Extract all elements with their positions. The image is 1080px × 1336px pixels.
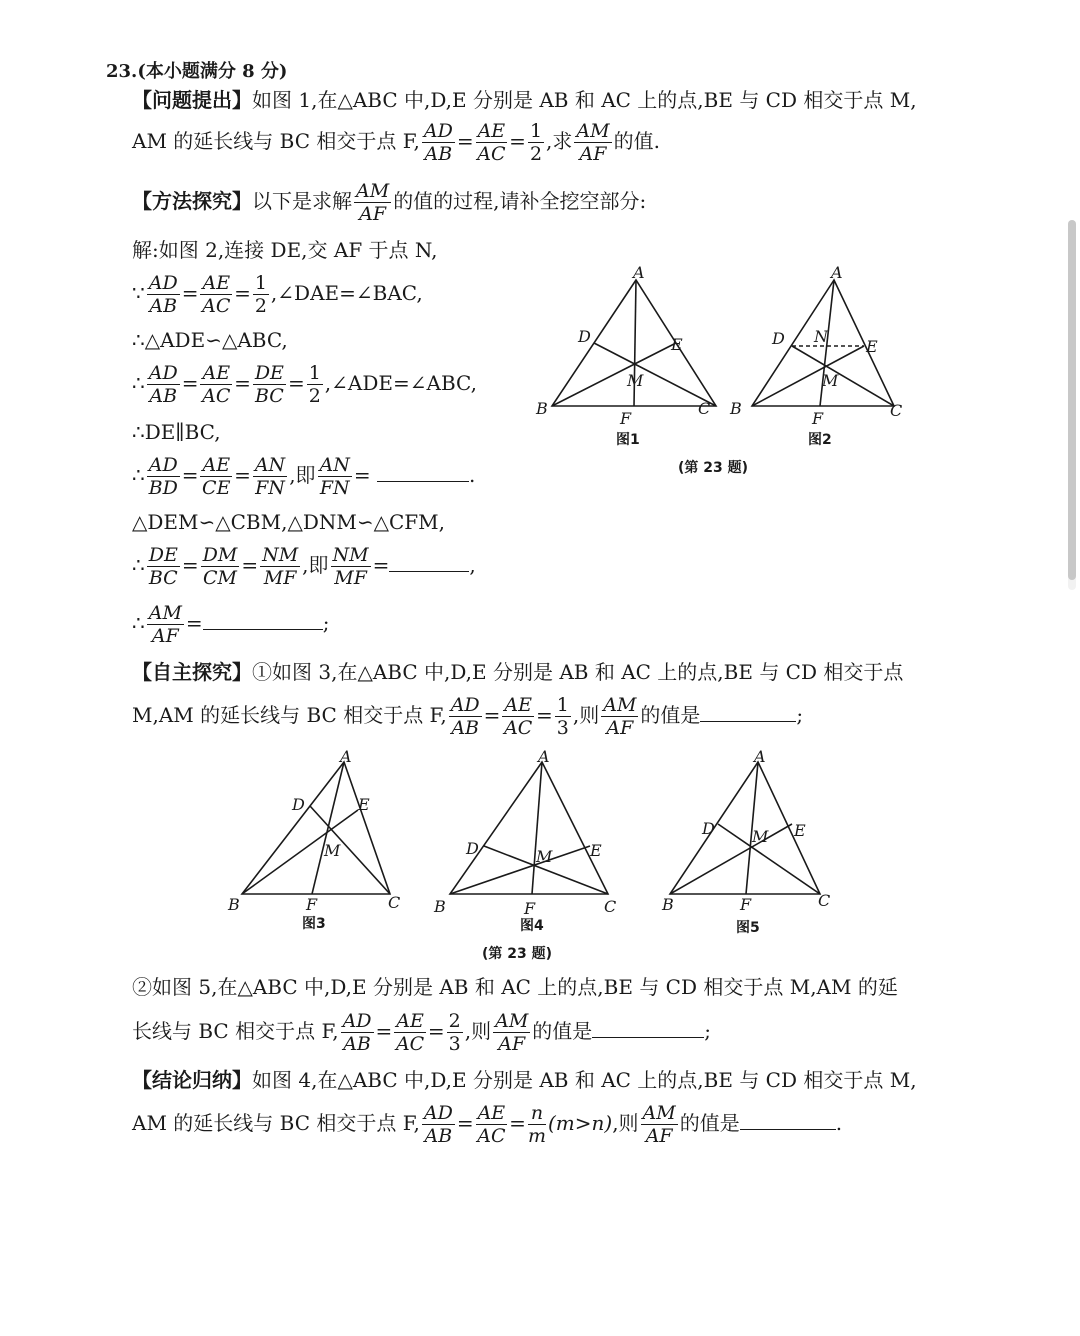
self-explore-line-1: 【自主探究】①如图 3,在△ABC 中,D,E 分别是 AB 和 AC 上的点,BE 与 CD 相交于点	[132, 660, 904, 684]
solution-step-2: ∴△ADE∽△ABC,	[132, 328, 288, 352]
segment-be-fig5	[670, 824, 792, 894]
svg-text:图5: 图5	[736, 920, 760, 936]
svg-text:A: A	[754, 750, 766, 766]
svg-text:E: E	[671, 335, 683, 354]
method-intro: 【方法探究】以下是求解 $\frac{AM}{AF}$ 的值的过程,请补全挖空部分:	[132, 180, 647, 225]
fraction-half: $\frac{1}{2}$	[529, 120, 543, 165]
svg-text:A: A	[831, 263, 843, 282]
answer-blank-an-fn[interactable]	[377, 463, 469, 482]
fraction-am-af-intro: $\frac{AM}{AF}$	[356, 180, 390, 225]
problem-text-1: 如图 1,在△ABC 中,D,E 分别是 AB 和 AC 上的点,BE 与 CD 相交于点 M,	[252, 88, 917, 112]
svg-text:B: B	[228, 895, 240, 914]
svg-text:E: E	[794, 821, 806, 840]
segment-be-fig3	[242, 810, 358, 894]
svg-text:F: F	[812, 409, 824, 428]
figures-3-4-5	[220, 750, 860, 965]
svg-text:图4: 图4	[520, 918, 544, 934]
svg-text:C: C	[604, 897, 617, 916]
figure-caption-bottom: (第 23 题)	[482, 946, 553, 962]
self-explore-line-2: M,AM 的延长线与 BC 相交于点 F, $\frac{AD}{AB}$ = $\frac{AE}{AC}$ = $\frac{1}{3}$ ,则 $\frac{AM}{AF}$ 的值是 ;	[132, 694, 804, 739]
figure-3	[227, 750, 400, 932]
svg-text:B: B	[536, 399, 548, 418]
figure-5	[661, 750, 830, 936]
solution-step-7: ∴ $\frac{DE}{BC}$ = $\frac{DM}{CM}$ = $\frac{NM}{MF}$ ,即 $\frac{NM}{MF}$ = ,	[132, 544, 476, 589]
fraction-ad-ab: $\frac{AD}{AB}$	[423, 120, 453, 165]
svg-text:M: M	[752, 827, 769, 846]
svg-text:D: D	[702, 819, 715, 838]
conclusion-line-2: AM 的延长线与 BC 相交于点 F, $\frac{AD}{AB}$ = $\frac{AE}{AC}$ = $\frac{n}{m}$ (m>n),则 $\frac{AM}{AF}$ 的值是 .	[132, 1102, 843, 1147]
svg-text:A: A	[340, 750, 352, 766]
solution-step-5: ∴ $\frac{AD}{BD}$ = $\frac{AE}{CE}$ = $\frac{AN}{FN}$ ,即 $\frac{AN}{FN}$ = .	[132, 454, 476, 499]
svg-text:C: C	[818, 891, 831, 910]
figure-1	[535, 263, 716, 448]
svg-text:A: A	[633, 263, 645, 282]
svg-text:D: D	[292, 795, 305, 814]
segment-af-fig4	[532, 762, 542, 894]
conclusion-tag: 【结论归纳】	[132, 1068, 252, 1092]
fraction-ae-ac: $\frac{AE}{AC}$	[477, 120, 506, 165]
svg-text:M: M	[822, 371, 839, 390]
solution-step-4: ∴DE∥BC,	[132, 420, 221, 444]
svg-text:B: B	[730, 399, 742, 418]
svg-text:F: F	[740, 895, 752, 914]
svg-text:C: C	[388, 893, 401, 912]
problem-line-1	[132, 88, 917, 112]
svg-text:图1: 图1	[616, 432, 640, 448]
figure-4	[433, 750, 616, 934]
figure-2	[729, 263, 902, 448]
conclusion-line-1: 【结论归纳】如图 4,在△ABC 中,D,E 分别是 AB 和 AC 上的点,BE 与 CD 相交于点 M,	[132, 1068, 917, 1092]
svg-text:C: C	[890, 401, 903, 420]
fraction-am-af: $\frac{AM}{AF}$	[576, 120, 610, 165]
self-explore-part2-line-1: ②如图 5,在△ABC 中,D,E 分别是 AB 和 AC 上的点,BE 与 CD 相交于点 M,AM 的延	[132, 975, 898, 999]
answer-blank-part2[interactable]	[592, 1019, 704, 1038]
figure-caption-top: (第 23 题)	[678, 460, 749, 476]
svg-text:E: E	[590, 841, 602, 860]
scrollbar-thumb[interactable]	[1068, 220, 1076, 580]
svg-text:B: B	[434, 897, 446, 916]
answer-blank-am-af[interactable]	[203, 611, 323, 630]
svg-text:M: M	[627, 371, 644, 390]
self-explore-tag: 【自主探究】	[132, 660, 252, 684]
svg-text:F: F	[524, 899, 536, 918]
svg-text:D: D	[466, 839, 479, 858]
svg-text:F: F	[306, 895, 318, 914]
svg-text:D: D	[772, 329, 785, 348]
svg-text:E: E	[866, 337, 878, 356]
svg-text:E: E	[358, 795, 370, 814]
svg-text:A: A	[538, 750, 550, 766]
svg-text:M: M	[536, 847, 553, 866]
self-explore-part2-line-2: 长线与 BC 相交于点 F, $\frac{AD}{AB}$ = $\frac{AE}{AC}$ = $\frac{2}{3}$ ,则 $\frac{AM}{AF}$ 的值是 ;	[132, 1010, 712, 1055]
svg-text:M: M	[324, 841, 341, 860]
answer-blank-part1[interactable]	[700, 703, 796, 722]
answer-blank-conclusion[interactable]	[740, 1111, 836, 1130]
question-header: 23.(本小题满分 8 分)	[106, 61, 288, 82]
svg-text:图3: 图3	[302, 916, 326, 932]
svg-text:N: N	[814, 327, 828, 346]
problem-text-2: AM 的延长线与 BC 相交于点 F,	[132, 129, 420, 153]
answer-blank-nm-mf[interactable]	[389, 553, 469, 572]
figures-1-2	[520, 262, 920, 482]
triangle-abc-fig4	[450, 762, 608, 894]
scrollbar[interactable]	[1068, 220, 1076, 590]
solution-step-3: ∴ $\frac{AD}{AB}$ = $\frac{AE}{AC}$ = $\frac{DE}{BC}$ = $\frac{1}{2}$ ,∠ADE=∠ABC,	[132, 362, 477, 407]
problem-tag: 【问题提出】	[132, 88, 252, 112]
problem-line-2: AM 的延长线与 BC 相交于点 F, $\frac{AD}{AB}$ = $\frac{AE}{AC}$ = $\frac{1}{2}$ ,求 $\frac{AM}{AF}$ 的值.	[132, 120, 660, 165]
solution-step-6: △DEM∽△CBM,△DNM∽△CFM,	[132, 510, 446, 534]
svg-text:图2: 图2	[808, 432, 832, 448]
method-tag: 【方法探究】	[132, 189, 252, 213]
svg-text:F: F	[620, 409, 632, 428]
svg-text:D: D	[578, 327, 591, 346]
solution-line-1: 解:如图 2,连接 DE,交 AF 于点 N,	[132, 238, 438, 262]
solution-step-1: ∵ $\frac{AD}{AB}$ = $\frac{AE}{AC}$ = $\frac{1}{2}$ ,∠DAE=∠BAC,	[132, 272, 423, 317]
svg-text:C: C	[698, 399, 711, 418]
svg-text:B: B	[662, 895, 674, 914]
solution-step-8: ∴ $\frac{AM}{AF}$ = ;	[132, 602, 330, 647]
